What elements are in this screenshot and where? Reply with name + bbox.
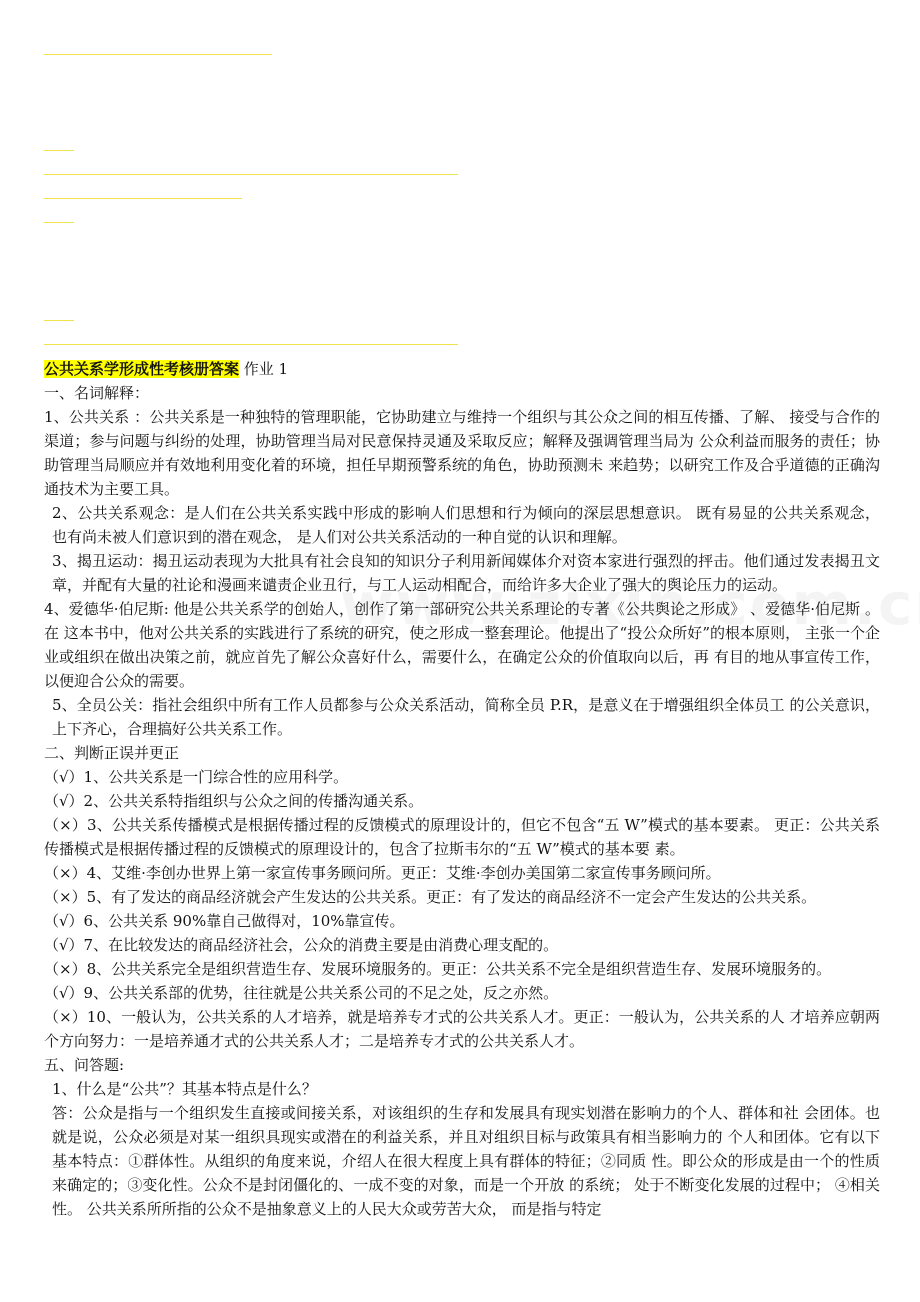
paragraph: 5、全员公关：指社会组织中所有工作人员都参与公众关系活动，简称全员 P.R，是意义在于增强组织全体员工 的公关意识，上下齐心，合理搞好公共关系工作。 <box>52 696 880 738</box>
title-highlight: 公共关系学形成性考核册答案 <box>44 360 240 378</box>
list-item: （√）2、公共关系特指组织与公众之间的传播沟通关系。 <box>44 792 424 810</box>
list-item: （×）10、一般认为，公共关系的人才培养，就是培养专才式的公共关系人才。更正：一般认为，公共关系的人 才培养应朝两个方向努力：一是培养通才式的公共关系人才；二是培养专才式的公共关系人才。 <box>44 1008 880 1050</box>
list-item: （×）8、公共关系完全是组织营造生存、发展环境服务的。更正：公共关系不完全是组织营造生存、发展环境服务的。 <box>44 960 832 978</box>
answer: 答：公众是指与一个组织发生直接或间接关系，对该组织的生存和发展具有现实划潜在影响力的个人、群体和社 会团体。也就是说，公众必须是对某一组织具现实或潜在的利益关系，并且对组织目标与政策具有相当影响力的 个人和团体。它有以下基本特点：①群体性。从组织的角度来说，介绍人在很大程度上具有群体的特征；②同质 性。即公众的形成是由一个的性质来确定的；③变化性。公众不是封闭僵化的、一成不变的对象，而是一个开放 的系统； 处于不断变化发展的过程中； ④相关性。 公共关系所所指的公众不是抽象意义上的人民大众或劳苦大众， 而是指与特定 <box>52 1104 880 1218</box>
header-rule <box>44 344 458 345</box>
list-item: （×）5、有了发达的商品经济就会产生发达的公共关系。更正：有了发达的商品经济不一定会产生发达的公共关系。 <box>44 888 817 906</box>
header-rule <box>44 198 242 199</box>
section-heading: 五、问答题: <box>44 1056 125 1074</box>
header-rule <box>44 320 74 321</box>
title-rest: 作业 1 <box>239 360 289 378</box>
header-rule <box>44 174 458 175</box>
header-rule <box>44 150 74 151</box>
document-title <box>44 357 880 381</box>
question: 1、什么是“公共”？其基本特点是什么？ <box>52 1080 317 1098</box>
paragraph: 1、公共关系 ：公共关系是一种独特的管理职能，它协助建立与维持一个组织与其公众之间的相互传播、了解、 接受与合作的渠道；参与问题与纠纷的处理，协助管理当局对民意保持灵通及采取反应；解释及强调管理当局为 公众利益而服务的责任；协助管理当局顺应并有效地利用变化着的环境，担任早期预警系统的角色，协助预测未 来趋势；以研究工作及合乎道德的正确沟通技术为主要工具。 <box>44 408 880 498</box>
header-rule <box>44 54 272 55</box>
section-heading: 二、判断正误并更正 <box>44 744 180 762</box>
section-heading: 一、名词解释： <box>44 384 150 402</box>
list-item: （√）7、在比较发达的商品经济社会，公众的消费主要是由消费心理支配的。 <box>44 936 559 954</box>
paragraph: 3、揭丑运动：揭丑运动表现为大批具有社会良知的知识分子利用新闻媒体介对资本家进行强烈的抨击。他们通过发表揭丑文章，并配有大量的社论和漫画来谴责企业丑行，与工人运动相配合，而给许多大企业了强大的舆论压力的运动。 <box>52 552 880 594</box>
paragraph: 4、爱德华·伯尼斯: 他是公共关系学的创始人，创作了第一部研究公共关系理论的专著《公共舆论之形成》 、爱德华·伯尼斯 。在 这本书中，他对公共关系的实践进行了系统的研究，使之形成一整套理论。他提出了“投公众所好”的根本原则， 主张一个企业或组织在做出决策之前，就应首先了解公众喜好什么，需要什么，在确定公众的价值取向以后，再 有目的地从事宣传工作，以便迎合公众的需要。 <box>44 600 880 690</box>
list-item: （√）6、公共关系 90%靠自己做得对，10%靠宣传。 <box>44 912 405 930</box>
list-item: （×）4、艾维·李创办世界上第一家宣传事务顾问所。更正：艾维·李创办美国第二家宣传事务顾问所。 <box>44 864 721 882</box>
list-item: （√）1、公共关系是一门综合性的应用科学。 <box>44 768 349 786</box>
list-item: （√）9、公共关系部的优势，往往就是公共关系公司的不足之处，反之亦然。 <box>44 984 559 1002</box>
document-body <box>44 357 880 1221</box>
list-item: （×）3、公共关系传播模式是根据传播过程的反馈模式的原理设计的，但它不包含“五 W”模式的基本要素。 更正：公共关系传播模式是根据传播过程的反馈模式的原理设计的，包含了拉斯韦尔的“五 W”模式的基本要 素。 <box>44 816 880 858</box>
header-rule <box>44 222 74 223</box>
paragraph: 2、公共关系观念：是人们在公共关系实践中形成的影响人们思想和行为倾向的深层思想意识。 既有易显的公共关系观念， 也有尚未被人们意识到的潜在观念， 是人们对公共关系活动的一种自觉的认识和理解。 <box>52 504 880 546</box>
